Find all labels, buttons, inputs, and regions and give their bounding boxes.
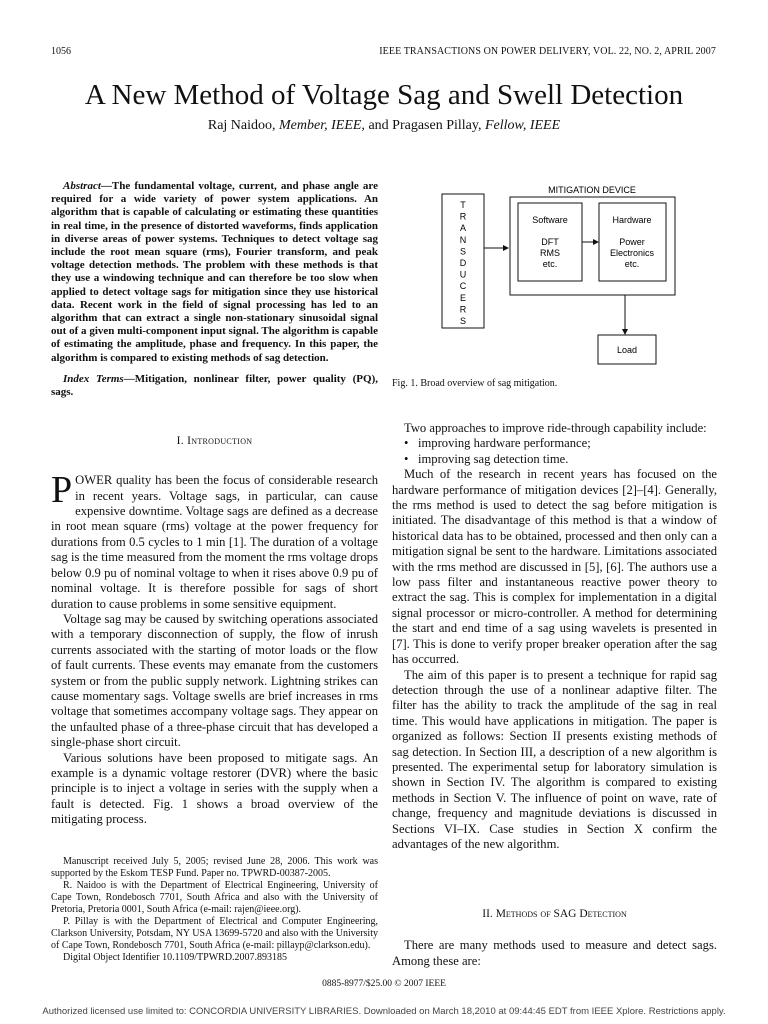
figure-1	[392, 180, 717, 370]
transducers-letter: N	[459, 234, 467, 245]
section-1-title: Introduction	[187, 435, 253, 448]
section-2-title: Methods of SAG Detection	[495, 908, 627, 921]
transducers-letter: D	[459, 258, 467, 268]
transducers-letter: S	[459, 246, 467, 257]
arrow-head-1	[503, 245, 509, 251]
abstract-text: The fundamental voltage, current, and phase angle are required for a wide variety of power system applications. An algorithm that is capable of calculating or estimating these quantities in real time, in the presence of distorted waveforms, finds application in diverse areas of power systems. Techniques to detect voltage sag include the root mean square (rms), Fourier transform, and peak voltage detection methods. The problem with these methods is that they use a windowing technique and can therefore be too slow when applied to detect voltage sags for mitigation since they use historical data. Recent work in the field of signal processing has led to an algorithm that can extract a single non-stationary sinusoidal signal out of a given multi-component input signal. The algorithm is capable of estimating the amplitude, phase and frequency. In this paper, the algorithm is compared to existing methods of sag detection.	[51, 180, 378, 364]
bullet-item-1	[392, 436, 717, 451]
transducers-letter: T	[460, 200, 466, 210]
index-terms: Index Terms—Mitigation, nonlinear filter, power quality (PQ), sags.	[51, 372, 378, 399]
hardware-item-1: Power	[619, 237, 645, 247]
intro-paragraph-3: Various solutions have been proposed to mitigate sags. An example is a dynamic voltage restorer (DVR) where the basic principle is to inject a voltage in series with the supply when a fault is detected. Fig. 1 shows a broad overview of the mitigating process.	[51, 750, 378, 827]
author-1-affiliation: Member, IEEE,	[279, 118, 365, 133]
software-item-2: RMS	[540, 248, 560, 258]
dropcap-letter: P	[51, 469, 73, 512]
index-terms-lead: Index Terms	[63, 372, 124, 385]
footnote-manuscript: Manuscript received July 5, 2005; revised June 28, 2006. This work was supported by the Eskom TESP Fund. Paper no. TPWRD-00387-2005.	[51, 855, 378, 879]
footnote-pillay: P. Pillay is with the Department of Electrical and Computer Engineering, Clarkson University, Potsdam, NY USA 13699-5720 and also with the University of Cape Town, Rondebosch 7701, South Africa (e-mail: pillayp@clarkson.edu).	[51, 915, 378, 951]
transducers-letter: E	[459, 292, 467, 303]
journal-header: IEEE TRANSACTIONS ON POWER DELIVERY, VOL. 22, NO. 2, APRIL 2007	[379, 46, 716, 57]
copyright-line: 0885-8977/$25.00 © 2007 IEEE	[322, 979, 446, 989]
bullet-dot-2: •	[404, 451, 409, 466]
right-paragraph-2: The aim of this paper is to present a technique for rapid sag detection through the use of a nonlinear adaptive filter. The filter has the ability to track the amplitude of the sag in real time. This would have applications in mitigation. The paper is organized as follows: Section II presents existing methods of sag detection. In Section III, a description of a new algorithm is presented. The experimental setup for laboratory simulation is shown in Section IV. The algorithm is compared to existing methods in Section V. The influence of point on wave, rate of change, frequency and magnitude deviations is discussed in Sections VI–IX. Case studies in Section X confirm the advantages of the new algorithm.	[392, 667, 717, 851]
author-1: Raj Naidoo,	[207, 118, 276, 133]
left-column	[51, 180, 378, 964]
bullet-item-2	[392, 452, 717, 467]
transducers-letter: U	[459, 269, 467, 280]
transducers-letter: A	[459, 223, 467, 234]
paper-title: A New Method of Voltage Sag and Swell Detection	[84, 79, 684, 111]
figure-caption: Fig. 1. Broad overview of sag mitigation.	[392, 378, 558, 389]
approaches-intro: Two approaches to improve ride-through capability include:	[404, 421, 707, 435]
footnote-naidoo: R. Naidoo is with the Department of Electrical Engineering, University of Cape Town, Rondebosch 7701, South Africa and also with the University of Pretoria, Pretoria 0001, South Africa (e-mail: rajen@ieee.org).	[51, 879, 378, 915]
intro-paragraph-2: Voltage sag may be caused by switching operations associated with a temporary disconnection of supply, the flow of inrush currents associated with the starting of motor loads or the flow of fault currents. These events may emanate from the customers system or from the public supply network. Lightning strikes can cause momentary sags. Voltage swells are brief increases in rms voltage that sometimes accompany voltage sags. They appear on the unfaulted phase of a three-phase circuit that has developed a single-phase short circuit.	[51, 611, 378, 750]
author-2-affiliation: Fellow, IEEE	[484, 118, 561, 133]
bullet-item-1-text: improving hardware performance;	[418, 436, 591, 451]
abstract-lead: Abstract	[63, 180, 101, 192]
right-paragraph-3: There are many methods used to measure and detect sags. Among these are:	[392, 938, 717, 968]
load-label: Load	[616, 345, 638, 355]
abstract: Abstract—The fundamental voltage, current, and phase angle are required for a wide variety of power system applications. An algorithm that is capable of calculating or estimating these quantities in real time, in the presence of distorted waveforms, finds application in diverse areas of power systems. Techniques to detect voltage sag include the root mean square (rms), Fourier transform, and peak voltage detection methods. The problem with these methods is that they use a windowing technique and can therefore be too slow when applied to detect voltage sags for mitigation since they use historical data. Recent work in the field of signal processing has led to an algorithm that can extract a single non-stationary sinusoidal signal out of a given multi-component input signal. The algorithm is capable of estimating the amplitude, phase and frequency. In this paper, the algorithm is compared to existing methods of sag detection.	[51, 180, 378, 364]
author-2: Pragasen Pillay,	[392, 118, 482, 133]
hardware-item-2: Electronics	[609, 248, 655, 258]
arrow-head-2	[593, 239, 599, 245]
software-label: Software	[532, 215, 568, 225]
arrow-head-3	[622, 329, 628, 335]
index-terms-text: Mitigation, nonlinear filter, power quality (PQ), sags.	[51, 372, 378, 399]
right-paragraph-1: Much of the research in recent years has focused on the hardware performance of mitigation devices [2]–[4]. Generally, the rms method is used to detect the sag before mitigation is initiated. The disadvantage of this method is that a window of historical data has to be obtained, processed and then only can a mitigation signal be sent to the hardware. Limitations associated with the rms method are discussed in [5], [6]. The authors use a low pass filter and instantaneous reactive power theory to extract the sag. This is complex for implementation in a digital signal processor or micro-controller. A method for determining the start and end time of a sag using wavelets is presented in [7]. This is done to verify proper breaker operation after the sag has occurred.	[392, 467, 717, 667]
footnote-doi: Digital Object Identifier 10.1109/TPWRD.2007.893185	[63, 951, 288, 963]
bullet-item-2-text: improving sag detection time.	[418, 451, 569, 466]
mitigation-diagram	[392, 180, 717, 370]
section-1-number: I.	[176, 435, 184, 448]
mitigation-device-box	[510, 197, 675, 295]
mitigation-device-label: MITIGATION DEVICE	[548, 185, 636, 195]
transducers-label	[460, 200, 467, 326]
section-heading-1	[51, 435, 378, 447]
transducers-letter: S	[459, 316, 467, 326]
footnotes	[51, 856, 378, 964]
section-heading-2	[392, 908, 717, 920]
page-number: 1056	[51, 46, 71, 57]
section-2-number: II.	[482, 908, 493, 921]
bullet-dot-1: •	[404, 436, 409, 451]
software-item-1: DFT	[541, 237, 559, 247]
intro-paragraph-1-text: OWER quality has been the focus of considerable research in recent years. Voltage sags, in particular, can cause expensive downtime. Voltage sags are defined as a decrease in root mean square (rms) voltage at the power frequency for durations from 0.5 cycles to 1 min [1]. The duration of a voltage sag is the time measured from the moment the rms voltage drops below 0.9 pu of nominal voltage to when it rises above 0.9 pu of nominal voltage. It is therefore possible for sags of short duration to cause problems in some sensitive equipment.	[51, 473, 378, 611]
transducers-letter: C	[459, 281, 467, 292]
right-body	[392, 421, 717, 969]
author-conjunction: and	[368, 118, 389, 133]
license-line: Authorized licensed use limited to: CONCORDIA UNIVERSITY LIBRARIES. Downloaded on March 18,2010 at 09:44:45 EDT from IEEE Xplore. Restrictions apply.	[42, 1006, 726, 1017]
right-column	[392, 180, 717, 969]
hardware-label: Hardware	[612, 215, 652, 225]
author-line	[0, 118, 768, 134]
hardware-item-3: etc.	[624, 259, 640, 269]
transducers-letter: R	[459, 304, 467, 315]
transducers-letter: R	[459, 211, 467, 222]
intro-paragraph-1	[51, 469, 378, 612]
software-item-3: etc.	[542, 259, 558, 269]
